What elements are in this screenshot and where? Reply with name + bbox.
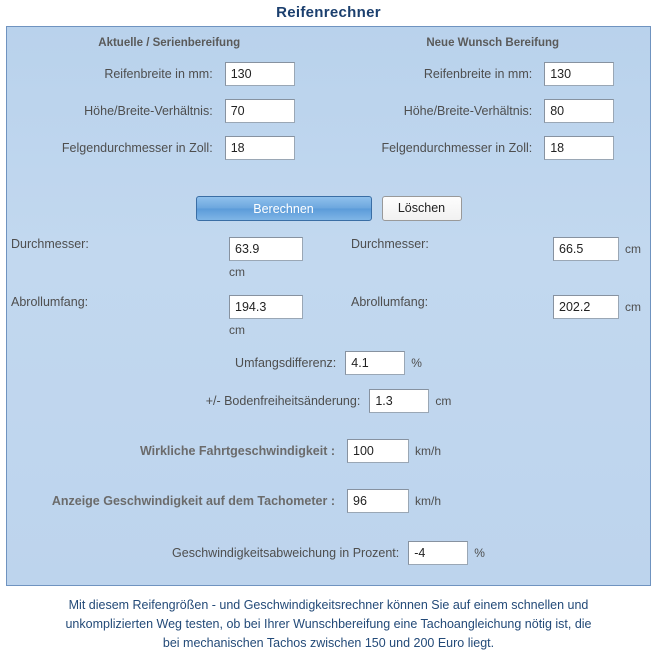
output-circumference-current[interactable] [229, 295, 303, 319]
output-circumference-difference[interactable] [345, 351, 405, 375]
output-speed-deviation[interactable] [408, 541, 468, 565]
unit-circumference-difference: % [411, 356, 422, 370]
cell-aspect-ratio-current [225, 99, 331, 123]
label-aspect-ratio-current: Höhe/Breite-Verhältnis: [84, 104, 213, 118]
input-rim-diameter-wish[interactable] [544, 136, 614, 160]
footer-line-1: Mit diesem Reifengrößen - und Geschwindigkeitsrechner können Sie auf einem schnellen und [68, 598, 589, 612]
label-diameter-wish: Durchmesser: [351, 237, 429, 251]
row-ground-clearance [7, 389, 650, 413]
row-tire-width [7, 62, 650, 86]
page-title: Reifenrechner [276, 4, 381, 21]
label-speed-deviation: Geschwindigkeitsabweichung in Prozent: [172, 546, 400, 560]
cell-real-speed [347, 439, 441, 463]
label-circumference-current: Abrollumfang: [11, 295, 89, 309]
header-wish-tire: Neue Wunsch Bereifung [426, 37, 560, 49]
cell-rim-diameter-wish [544, 136, 650, 160]
label-tire-width-current: Reifenbreite in mm: [104, 67, 213, 81]
input-real-speed[interactable] [347, 439, 409, 463]
input-tire-width-current[interactable] [225, 62, 295, 86]
label-rim-diameter-current: Felgendurchmesser in Zoll: [61, 141, 213, 155]
label-aspect-ratio-wish: Höhe/Breite-Verhältnis: [403, 104, 533, 118]
unit-display-speed: km/h [415, 494, 442, 508]
row-aspect-ratio [7, 99, 650, 123]
row-circumference-difference [7, 351, 650, 375]
output-diameter-wish[interactable] [553, 237, 619, 261]
cell-tire-width-current [225, 62, 331, 86]
unit-circumference-current: cm [229, 323, 245, 337]
header-current-tire: Aktuelle / Serienbereifung [98, 37, 241, 49]
footer-description [0, 596, 657, 653]
cell-circumference-wish [553, 295, 641, 319]
output-ground-clearance[interactable] [369, 389, 429, 413]
cell-diameter-current [229, 237, 341, 279]
calculator-panel [6, 26, 651, 586]
label-diameter-current: Durchmesser: [11, 237, 89, 251]
label-circumference-wish: Abrollumfang: [351, 295, 429, 309]
clear-button[interactable]: Löschen [382, 196, 462, 221]
input-tire-width-wish[interactable] [544, 62, 614, 86]
row-circumference-result [7, 295, 650, 337]
unit-circumference-wish: cm [625, 300, 641, 314]
footer-line-2: unkomplizierten Weg testen, ob bei Ihrer Wunschbereifung eine Tachoangleichung nötig ist, die [65, 617, 592, 631]
output-circumference-wish[interactable] [553, 295, 619, 319]
input-aspect-ratio-current[interactable] [225, 99, 295, 123]
calculate-button[interactable]: Berechnen [196, 196, 372, 221]
cell-aspect-ratio-wish [544, 99, 650, 123]
cell-diameter-wish [553, 237, 641, 261]
unit-speed-deviation: % [474, 546, 485, 560]
output-diameter-current[interactable] [229, 237, 303, 261]
row-real-speed [7, 439, 650, 463]
row-speed-deviation [7, 541, 650, 565]
label-circumference-difference: Umfangsdifferenz: [235, 356, 337, 370]
label-ground-clearance: +/- Bodenfreiheitsänderung: [205, 394, 361, 408]
action-buttons [7, 196, 650, 221]
cell-circumference-current [229, 295, 341, 337]
input-aspect-ratio-wish[interactable] [544, 99, 614, 123]
unit-ground-clearance: cm [435, 394, 452, 408]
cell-rim-diameter-current [225, 136, 331, 160]
row-rim-diameter [7, 136, 650, 160]
row-display-speed [7, 489, 650, 513]
cell-tire-width-wish [544, 62, 650, 86]
label-real-speed: Wirkliche Fahrtgeschwindigkeit : [139, 443, 335, 458]
unit-diameter-wish: cm [625, 242, 641, 256]
row-diameter-result [7, 237, 650, 279]
output-display-speed[interactable] [347, 489, 409, 513]
footer-line-3: bei mechanischen Tachos zwischen 150 und 200 Euro liegt. [162, 636, 495, 650]
unit-real-speed: km/h [415, 444, 442, 458]
label-tire-width-wish: Reifenbreite in mm: [423, 67, 533, 81]
column-headers [7, 27, 650, 49]
input-rim-diameter-current[interactable] [225, 136, 295, 160]
label-rim-diameter-wish: Felgendurchmesser in Zoll: [381, 141, 533, 155]
unit-diameter-current: cm [229, 265, 245, 279]
cell-display-speed [347, 489, 441, 513]
label-display-speed: Anzeige Geschwindigkeit auf dem Tachometer : [51, 493, 335, 508]
